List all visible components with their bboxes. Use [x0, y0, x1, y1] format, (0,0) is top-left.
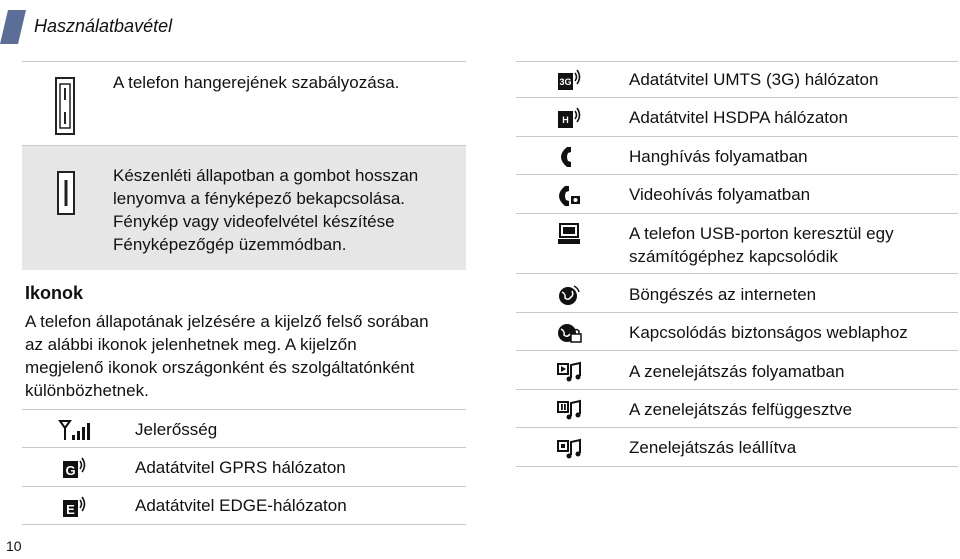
- svg-text:3G: 3G: [559, 77, 572, 87]
- divider: [22, 524, 466, 525]
- svg-text:H: H: [562, 115, 569, 125]
- music-playing-label: A zenelejátszás folyamatban: [629, 362, 845, 381]
- gprs-label: Adatátvitel GPRS hálózaton: [135, 458, 346, 477]
- divider: [516, 136, 958, 137]
- usb-pc-icon: [557, 222, 583, 246]
- divider: [516, 389, 958, 390]
- divider: [516, 273, 958, 274]
- camera-key-line: lenyomva a fényképező bekapcsolása.: [113, 189, 406, 208]
- page-number: 10: [6, 538, 22, 554]
- divider: [22, 447, 466, 448]
- music-stopped-icon: [557, 437, 583, 461]
- music-stopped-label: Zenelejátszás leállítva: [629, 438, 797, 457]
- section-tab-marker: [0, 10, 26, 44]
- divider: [516, 312, 958, 313]
- voice-call-icon: [557, 145, 583, 169]
- camera-key-icon: [56, 170, 76, 216]
- divider: [516, 61, 958, 62]
- divider: [516, 174, 958, 175]
- description-line: megjelenő ikonok országonként és szolgáltatónként: [25, 358, 415, 377]
- divider: [516, 213, 958, 214]
- signal-strength-label: Jelerősség: [135, 420, 218, 439]
- music-paused-icon: [557, 398, 583, 422]
- camera-key-line: Készenléti állapotban a gombot hosszan: [113, 166, 419, 185]
- svg-text:E: E: [66, 502, 75, 517]
- gprs-icon: [62, 456, 88, 480]
- video-call-label: Videohívás folyamatban: [629, 185, 811, 204]
- music-playing-icon: [557, 360, 583, 384]
- music-paused-label: A zenelejátszás felfüggesztve: [629, 400, 853, 419]
- description-line: A telefon állapotának jelzésére a kijelző felső sorában: [25, 312, 429, 331]
- section-heading: Ikonok: [25, 283, 84, 303]
- volume-key-description: A telefon hangerejének szabályozása.: [113, 73, 400, 92]
- camera-key-line: Fénykép vagy videofelvétel készítése: [113, 212, 395, 231]
- divider: [22, 409, 466, 410]
- divider: [516, 427, 958, 428]
- voice-call-label: Hanghívás folyamatban: [629, 147, 808, 166]
- usb-pc-label: [629, 222, 894, 268]
- edge-label: Adatátvitel EDGE-hálózaton: [135, 496, 347, 515]
- video-call-icon: [557, 184, 583, 208]
- camera-key-description: [113, 164, 458, 256]
- page-header-title: Használatbavétel: [34, 16, 173, 36]
- usb-pc-label-line: A telefon USB-porton keresztül egy: [629, 224, 894, 243]
- hsdpa-icon: [557, 106, 583, 130]
- description-line: különbözhetnek.: [25, 381, 149, 400]
- volume-key-icon: [50, 76, 80, 136]
- divider: [22, 61, 466, 62]
- browsing-label: Böngészés az interneten: [629, 285, 817, 304]
- description-line: az alábbi ikonok jelenhetnek meg. A kijelzőn: [25, 335, 357, 354]
- browsing-icon: [557, 283, 583, 307]
- divider: [22, 486, 466, 487]
- svg-text:G: G: [65, 463, 76, 478]
- umts-icon: [557, 68, 583, 92]
- divider: [516, 466, 958, 467]
- edge-icon: [62, 495, 88, 519]
- hsdpa-label: Adatátvitel HSDPA hálózaton: [629, 108, 848, 127]
- signal-strength-icon: [58, 418, 96, 442]
- secure-web-label: Kapcsolódás biztonságos weblaphoz: [629, 323, 908, 342]
- divider: [516, 97, 958, 98]
- icons-description: [25, 310, 475, 402]
- umts-label: Adatátvitel UMTS (3G) hálózaton: [629, 70, 879, 89]
- camera-key-line: Fényképezőgép üzemmódban.: [113, 235, 347, 254]
- usb-pc-label-line: számítógéphez kapcsolódik: [629, 247, 838, 266]
- secure-web-icon: [557, 321, 583, 345]
- divider: [516, 350, 958, 351]
